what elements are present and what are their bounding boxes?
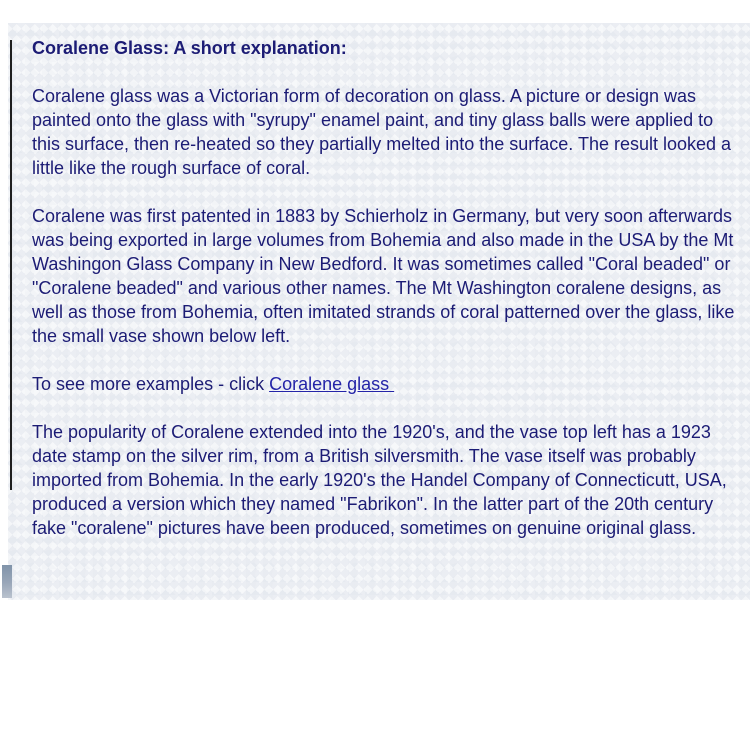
link-line-prefix: To see more examples - click	[32, 374, 270, 394]
coralene-glass-link[interactable]: Coralene glass	[269, 374, 395, 394]
page-title: Coralene Glass: A short explanation:	[32, 38, 347, 58]
paragraph-popularity: The popularity of Coralene extended into the 1920's, and the vase top left has a 1923 date stamp on the silver rim, from a British silversmith. The vase itself was probably imported from Bohemia. In the early 1920's the Handel Company of Connecticutt, USA, produced a version which they named "Fabrikon". In the latter part of the 20th century fake "coralene" pictures have been produced, sometimes on genuine original glass.	[32, 422, 727, 538]
link-line	[32, 372, 738, 396]
paragraph-intro: Coralene glass was a Victorian form of decoration on glass. A picture or design was painted onto the glass with "syrupy" enamel paint, and tiny glass balls were applied to this surface, then re-heated so they partially melted into the surface. The result looked a little like the rough surface of coral.	[32, 86, 732, 178]
paragraph-history: Coralene was first patented in 1883 by Schierholz in Germany, but very soon afterwards was being exported in large volumes from Bohemia and also made in the USA by the Mt Washingon Glass Company in New Bedford. It was sometimes called "Coral beaded" or "Coralene beaded" and various other names. The Mt Washington coralene designs, as well as those from Bohemia, often imitated strands of coral patterned over the glass, like the small vase shown below left.	[32, 206, 735, 346]
left-border-line	[10, 40, 12, 490]
article	[32, 36, 738, 564]
scrollbar-thumb[interactable]	[2, 565, 12, 598]
